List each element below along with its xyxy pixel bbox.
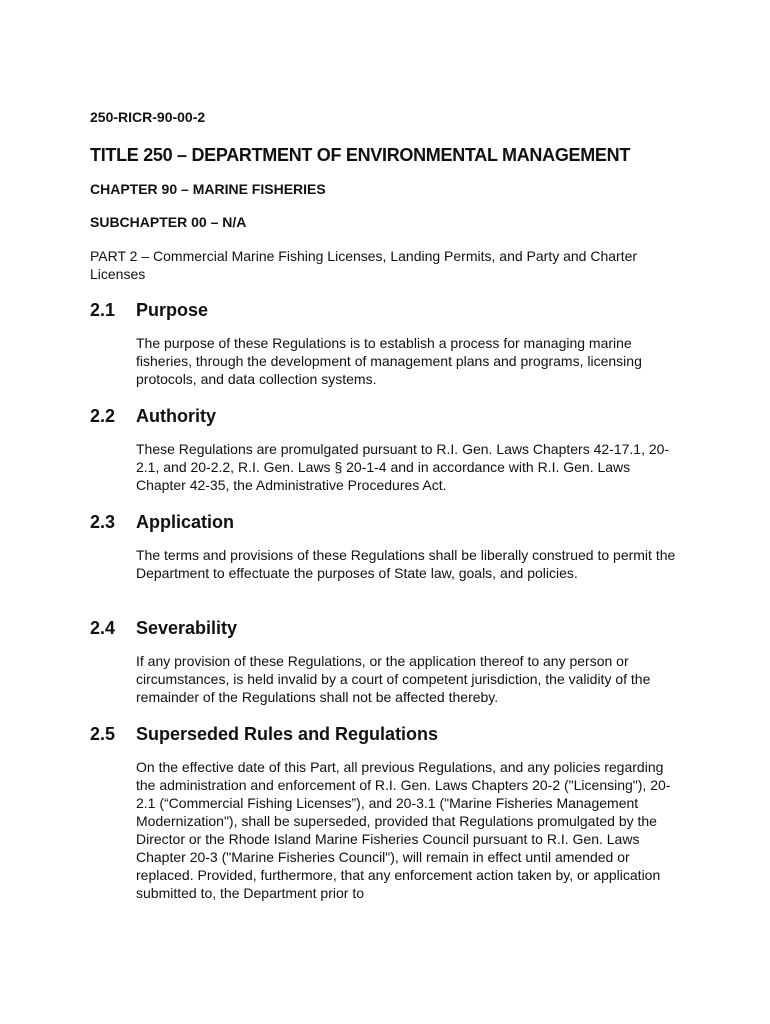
section-body: These Regulations are promulgated pursuant to R.I. Gen. Laws Chapters 42-17.1, 20-2.1, and 20-2.2, R.I. Gen. Laws § 20-1-4 and in accordance with R.I. Gen. Laws Chapter 42-35, the Administrative Procedures Act. (136, 441, 670, 493)
section-number: 2.1 (90, 300, 116, 320)
document-title: TITLE 250 – DEPARTMENT OF ENVIRONMENTAL MANAGEMENT (90, 145, 631, 165)
section-body: The purpose of these Regulations is to establish a process for managing marine fisheries, through the development of management plans and programs, licensing protocols, and data collection systems. (136, 335, 642, 387)
section-heading (90, 616, 690, 640)
section-purpose (90, 298, 690, 388)
section-title: Superseded Rules and Regulations (136, 724, 439, 744)
subchapter-heading: SUBCHAPTER 00 – N/A (90, 214, 247, 230)
section-body: On the effective date of this Part, all previous Regulations, and any policies regarding the administration and enforcement of R.I. Gen. Laws Chapters 20-2 ("Licensing"), 20-2.1 (“Commercial Fishing Licenses”), and 20-3.1 ("Marine Fisheries Management Modernization"), shall be superseded, provided that Regulations promulgated by the Director or the Rhode Island Marine Fisheries Council pursuant to R.I. Gen. Laws Chapter 20-3 ("Marine Fisheries Council"), will remain in effect until amended or replaced. Provided, furthermore, that any enforcement action taken by, or application submitted to, the Department prior to (136, 759, 671, 901)
section-severability (90, 616, 690, 706)
section-title: Severability (136, 618, 238, 638)
section-authority (90, 404, 690, 494)
section-body: If any provision of these Regulations, or the application thereof to any person or circumstances, is held invalid by a court of competent jurisdiction, the validity of the remainder of the Regulations shall not be affected thereby. (136, 653, 651, 705)
section-title: Application (136, 512, 234, 532)
section-body: The terms and provisions of these Regulations shall be liberally construed to permit the Department to effectuate the purposes of State law, goals, and policies. (136, 547, 676, 581)
section-title: Authority (136, 406, 216, 426)
part-heading: PART 2 – Commercial Marine Fishing Licenses, Landing Permits, and Party and Charter Licenses (90, 248, 638, 282)
section-superseded-rules (90, 722, 690, 902)
rule-id: 250-RICR-90-00-2 (90, 109, 206, 125)
section-heading (90, 510, 690, 534)
section-number: 2.4 (90, 618, 116, 638)
chapter-heading: CHAPTER 90 – MARINE FISHERIES (90, 181, 326, 197)
section-number: 2.3 (90, 512, 116, 532)
section-title: Purpose (136, 300, 209, 320)
section-heading (90, 404, 690, 428)
section-application (90, 510, 690, 582)
section-heading (90, 722, 690, 746)
section-heading (90, 298, 690, 322)
section-number: 2.5 (90, 724, 116, 744)
section-number: 2.2 (90, 406, 116, 426)
